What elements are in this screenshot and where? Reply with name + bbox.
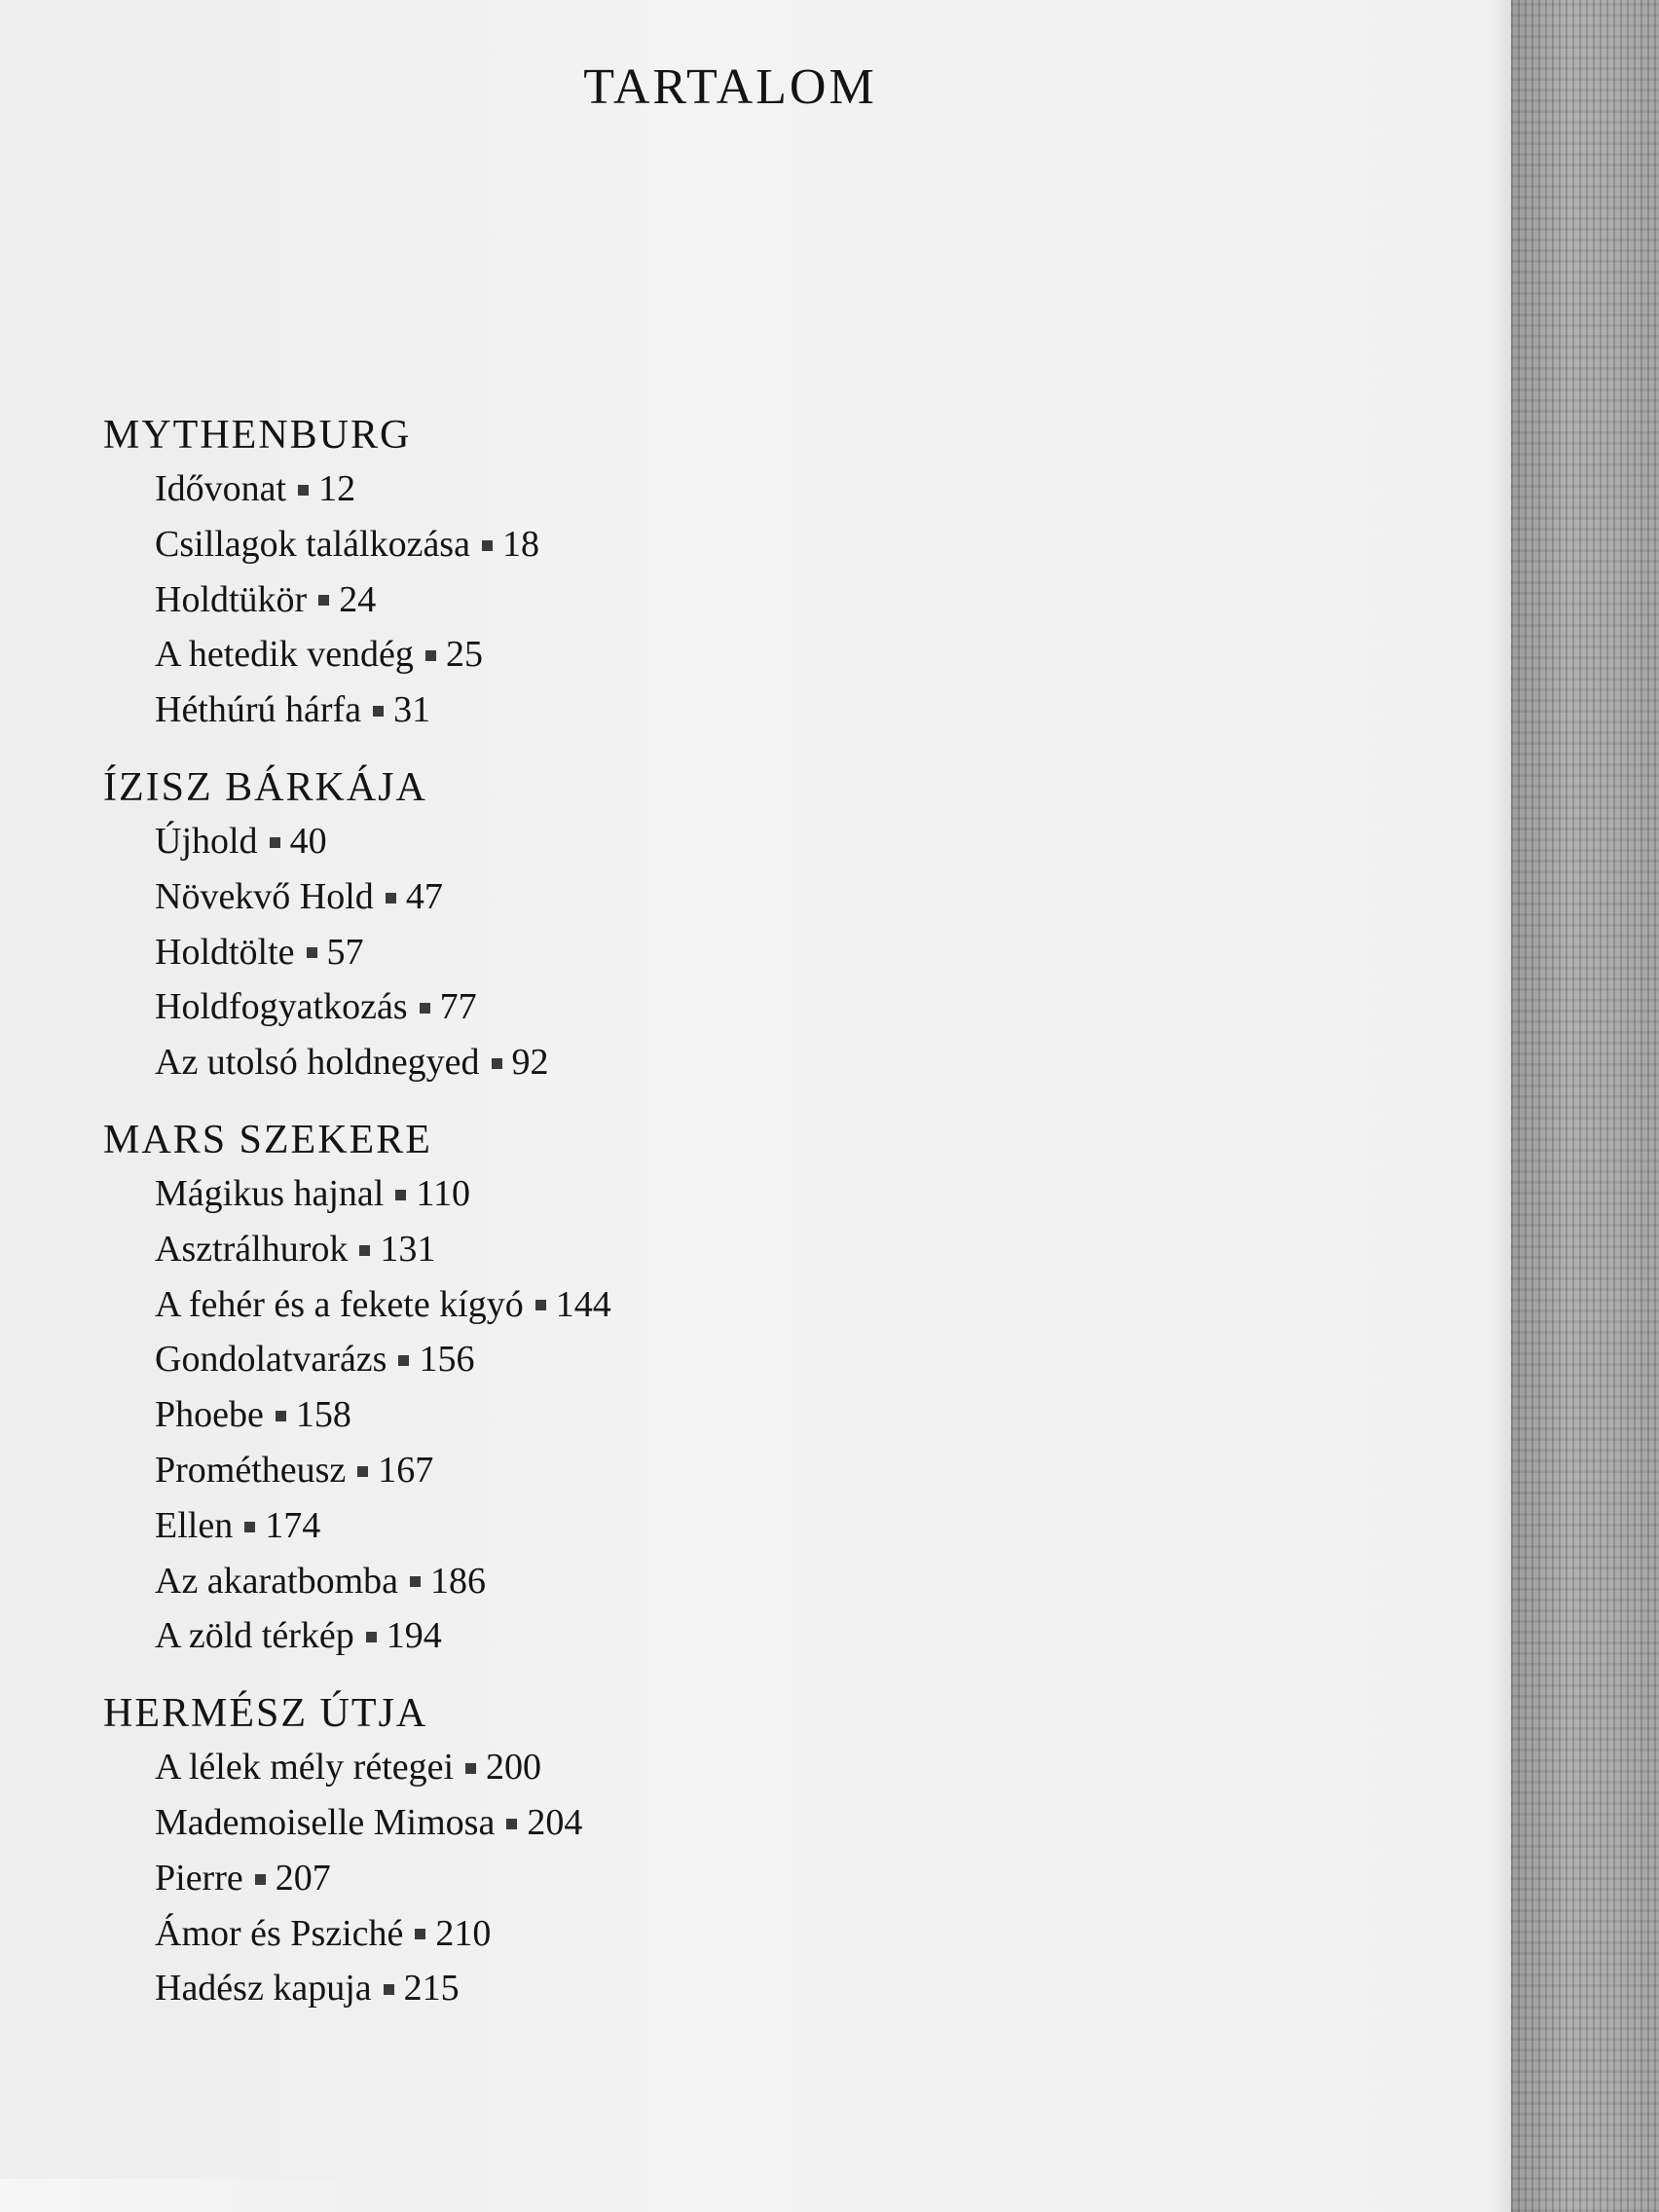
toc-entry — [103, 925, 979, 980]
entry-label: Ámor és Psziché — [155, 1912, 404, 1954]
square-separator-icon — [276, 1411, 286, 1421]
entry-page: 174 — [265, 1504, 321, 1546]
toc-entry — [103, 869, 979, 925]
toc-entry — [103, 1961, 979, 2016]
square-separator-icon — [506, 1819, 517, 1829]
section-title: HERMÉSZ ÚTJA — [103, 1691, 428, 1737]
entry-label: Phoebe — [155, 1394, 264, 1436]
toc-entry — [103, 1851, 979, 1906]
entry-page: 18 — [501, 523, 539, 565]
entry-page: 167 — [378, 1449, 434, 1491]
section-title: ÍZISZ BÁRKÁJA — [103, 764, 427, 810]
entry-page: 131 — [380, 1228, 436, 1270]
toc-section-mythenburg — [103, 409, 979, 738]
toc-entry — [103, 814, 979, 869]
entry-page: 24 — [339, 578, 377, 620]
entry-page: 77 — [439, 986, 477, 1028]
toc-entry — [103, 1608, 979, 1664]
entry-page: 186 — [430, 1560, 487, 1602]
entry-page: 156 — [419, 1339, 475, 1381]
entry-label: Hadész kapuja — [155, 1968, 372, 2009]
toc-entry — [103, 1222, 979, 1277]
entry-label: A lélek mély rétegei — [155, 1747, 455, 1788]
entry-label: Ellen — [155, 1504, 234, 1546]
toc-section-mars-szekere — [103, 1114, 979, 1664]
square-separator-icon — [420, 1003, 430, 1014]
entry-page: 92 — [511, 1042, 549, 1084]
entry-label: Prométheusz — [155, 1449, 347, 1491]
toc-entry — [103, 682, 979, 738]
entry-page: 200 — [486, 1747, 542, 1788]
entry-label: Pierre — [155, 1857, 243, 1899]
square-separator-icon — [255, 1874, 266, 1885]
entry-label: Héthúrú hárfa — [155, 689, 362, 731]
entry-label: A fehér és a fekete kígyó — [155, 1283, 524, 1325]
entry-page: 144 — [555, 1283, 611, 1325]
page-edge-stack — [1511, 0, 1659, 2212]
square-separator-icon — [492, 1058, 502, 1069]
entry-page: 12 — [318, 468, 356, 509]
square-separator-icon — [410, 1576, 421, 1587]
toc-entry — [103, 572, 979, 628]
entry-label: Holdfogyatkozás — [155, 986, 408, 1028]
bottom-edge-glare — [0, 2179, 409, 2212]
square-separator-icon — [318, 595, 329, 606]
entry-page: 40 — [289, 820, 327, 862]
entry-page: 25 — [445, 634, 483, 676]
entry-label: Csillagok találkozása — [155, 523, 470, 565]
toc-entry — [103, 1554, 979, 1609]
entry-label: A hetedik vendég — [155, 634, 414, 676]
entry-label: Mágikus hajnal — [155, 1172, 385, 1214]
toc-entry — [103, 1166, 979, 1222]
square-separator-icon — [366, 1632, 377, 1642]
square-separator-icon — [373, 706, 384, 717]
square-separator-icon — [482, 540, 493, 551]
entry-page: 57 — [326, 931, 364, 973]
square-separator-icon — [244, 1522, 255, 1532]
square-separator-icon — [425, 650, 436, 661]
toc-entry — [103, 1332, 979, 1387]
toc-entry — [103, 1277, 979, 1333]
square-separator-icon — [398, 1355, 409, 1366]
entry-label: Növekvő Hold — [155, 875, 374, 917]
toc-entry — [103, 517, 979, 572]
square-separator-icon — [395, 1190, 406, 1200]
table-of-contents — [103, 409, 979, 2040]
entry-page: 215 — [403, 1968, 460, 2009]
toc-entry — [103, 627, 979, 682]
entry-page: 204 — [527, 1801, 583, 1843]
toc-entry — [103, 1740, 979, 1795]
toc-section-izisz-barkaja — [103, 761, 979, 1090]
page-title: TARTALOM — [583, 59, 877, 115]
square-separator-icon — [357, 1466, 368, 1477]
square-separator-icon — [465, 1763, 476, 1774]
toc-entry — [103, 1035, 979, 1090]
entry-label: A zöld térkép — [155, 1615, 354, 1657]
toc-entry — [103, 1795, 979, 1851]
entry-label: Asztrálhurok — [155, 1228, 349, 1270]
entry-label: Mademoiselle Mimosa — [155, 1801, 496, 1843]
entry-label: Holdtükör — [155, 578, 308, 620]
page-gutter-shadow — [1490, 0, 1513, 2212]
entry-label: Gondolatvarázs — [155, 1339, 387, 1381]
entry-page: 194 — [386, 1615, 442, 1657]
entry-label: Újhold — [155, 820, 258, 862]
toc-entry — [103, 1498, 979, 1554]
toc-entry — [103, 979, 979, 1035]
square-separator-icon — [384, 1984, 394, 1995]
toc-entry — [103, 1387, 979, 1443]
toc-entry — [103, 461, 979, 517]
entry-page: 31 — [393, 689, 431, 731]
entry-label: Holdtölte — [155, 931, 295, 973]
entry-page: 47 — [405, 875, 443, 917]
entry-page: 158 — [295, 1394, 351, 1436]
entry-page: 207 — [275, 1857, 331, 1899]
toc-entry — [103, 1906, 979, 1962]
square-separator-icon — [386, 893, 396, 903]
entry-page: 210 — [435, 1912, 492, 1954]
square-separator-icon — [270, 837, 280, 848]
toc-entry — [103, 1443, 979, 1498]
entry-label: Az akaratbomba — [155, 1560, 399, 1602]
section-title: MYTHENBURG — [103, 413, 412, 458]
square-separator-icon — [307, 947, 317, 958]
section-title: MARS SZEKERE — [103, 1117, 432, 1162]
entry-label: Az utolsó holdnegyed — [155, 1042, 480, 1084]
square-separator-icon — [535, 1300, 546, 1310]
square-separator-icon — [359, 1245, 370, 1256]
entry-page: 110 — [416, 1172, 470, 1214]
square-separator-icon — [415, 1929, 425, 1939]
square-separator-icon — [298, 485, 309, 496]
entry-label: Idővonat — [155, 468, 287, 509]
toc-section-hermesz-utja — [103, 1687, 979, 2016]
